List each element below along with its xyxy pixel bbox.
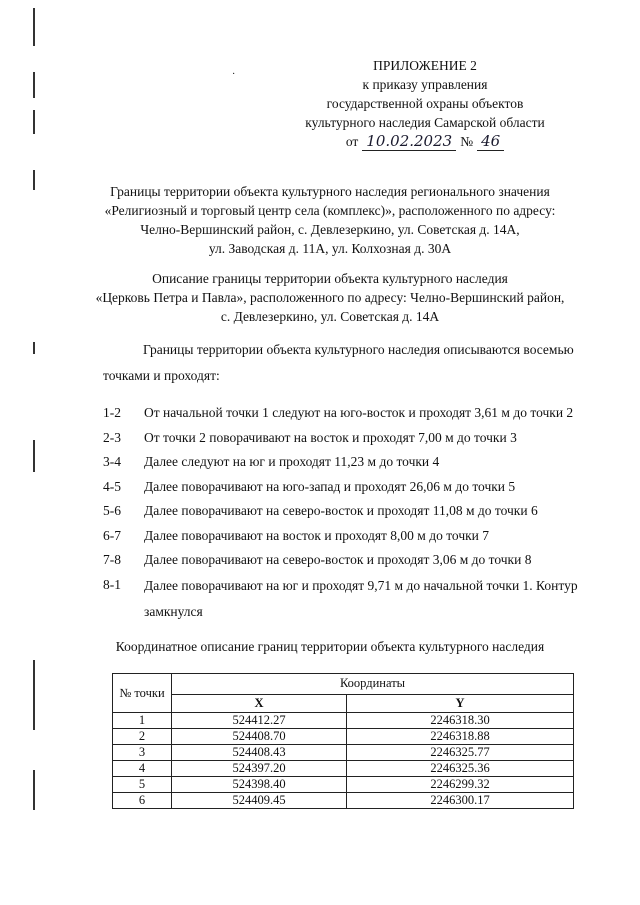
- appendix-title: ПРИЛОЖЕНИЕ 2: [373, 58, 477, 73]
- header-point: № точки: [113, 674, 172, 713]
- scan-margin-mark: [33, 660, 35, 730]
- document-subtitle: [95, 269, 565, 326]
- step-number: 5-6: [103, 503, 121, 519]
- cell-point: 5: [113, 777, 172, 793]
- cell-x: 524408.43: [172, 745, 347, 761]
- cell-point: 2: [113, 729, 172, 745]
- step-text: Далее следуют на юг и проходят 11,23 м до точки 4: [144, 454, 440, 470]
- scan-margin-mark: [33, 170, 35, 190]
- ot-label: от: [345, 134, 359, 149]
- step-row: [103, 475, 583, 500]
- cell-x: 524398.40: [172, 777, 347, 793]
- cell-point: 4: [113, 761, 172, 777]
- cell-y: 2246325.77: [347, 745, 574, 761]
- step-row: [103, 401, 583, 426]
- title-line: ул. Заводская д. 11А, ул. Колхозная д. 30А: [208, 241, 452, 256]
- number-sign: №: [460, 134, 474, 149]
- table-row: [113, 793, 574, 809]
- cell-x: 524412.27: [172, 713, 347, 729]
- table-row: [113, 729, 574, 745]
- cell-x: 524409.45: [172, 793, 347, 809]
- step-text: Далее поворачивают на юго-запад и проходят 26,06 м до точки 5: [144, 478, 516, 494]
- step-text: От точки 2 поворачивают на восток и проходят 7,00 м до точки 3: [144, 429, 517, 445]
- cell-y: 2246325.36: [347, 761, 574, 777]
- title-line: «Религиозный и торговый центр села (комплекс)», расположенного по адресу:: [104, 203, 556, 218]
- appendix-line: к приказу управления: [362, 77, 488, 92]
- appendix-line: государственной охраны объектов: [326, 96, 524, 111]
- table-row: [113, 713, 574, 729]
- step-text: Далее поворачивают на северо-восток и проходят 3,06 м до точки 8: [144, 552, 532, 568]
- step-number: 3-4: [103, 454, 121, 470]
- table-row: [113, 777, 574, 793]
- step-row: [103, 548, 583, 573]
- title-line: Челно-Вершинский район, с. Девлезеркино, ул. Советская д. 14А,: [140, 222, 520, 237]
- coordinates-title: Координатное описание границ территории объекта культурного наследия: [115, 639, 545, 654]
- cell-x: 524408.70: [172, 729, 347, 745]
- step-row: [103, 573, 583, 625]
- scan-margin-mark: [33, 342, 35, 354]
- scan-margin-mark: [33, 72, 35, 98]
- intro-line: Границы территории объекта культурного наследия описываются восемью: [143, 342, 574, 357]
- header-coordinates: Координаты: [172, 674, 574, 695]
- subtitle-line: «Церковь Петра и Павла», расположенного по адресу: Челно-Вершинский район,: [95, 290, 565, 305]
- cell-y: 2246299.32: [347, 777, 574, 793]
- step-number: 2-3: [103, 429, 121, 445]
- cell-x: 524397.20: [172, 761, 347, 777]
- step-number: 7-8: [103, 552, 121, 568]
- step-row: [103, 450, 583, 475]
- scan-margin-mark: [33, 770, 35, 810]
- step-number: 8-1: [103, 576, 121, 592]
- order-number: 46: [477, 133, 504, 151]
- order-date-line: [305, 132, 545, 151]
- scan-dot: ·: [232, 69, 236, 80]
- subtitle-line: с. Девлезеркино, ул. Советская д. 14А: [220, 309, 440, 324]
- scan-margin-mark: [33, 110, 35, 134]
- boundary-steps: [103, 401, 583, 625]
- step-row: [103, 524, 583, 549]
- step-number: 1-2: [103, 405, 121, 421]
- document-title: [95, 182, 565, 258]
- step-number: 4-5: [103, 478, 121, 494]
- appendix-line: культурного наследия Самарской области: [305, 115, 545, 130]
- intro-line: точками и проходят:: [103, 368, 220, 383]
- step-text: Далее поворачивают на северо-восток и проходят 11,08 м до точки 6: [144, 503, 538, 519]
- cell-point: 1: [113, 713, 172, 729]
- cell-point: 3: [113, 745, 172, 761]
- cell-y: 2246300.17: [347, 793, 574, 809]
- header-x: X: [172, 694, 347, 712]
- title-line: Границы территории объекта культурного наследия регионального значения: [110, 184, 550, 199]
- step-row: [103, 426, 583, 451]
- subtitle-line: Описание границы территории объекта культурного наследия: [152, 271, 508, 286]
- cell-y: 2246318.88: [347, 729, 574, 745]
- scan-margin-mark: [33, 440, 35, 472]
- scan-margin-mark: [33, 8, 35, 46]
- cell-y: 2246318.30: [347, 713, 574, 729]
- cell-point: 6: [113, 793, 172, 809]
- header-y: Y: [347, 694, 574, 712]
- step-number: 6-7: [103, 527, 121, 543]
- step-row: [103, 499, 583, 524]
- step-text: Далее поворачивают на восток и проходят 8,00 м до точки 7: [144, 527, 490, 543]
- order-date: 10.02.2023: [362, 133, 456, 151]
- step-text: Далее поворачивают на юг и проходят 9,71 м до начальной точки 1. Контур замкнулся: [144, 577, 578, 619]
- coordinates-table: [112, 673, 574, 809]
- table-row: [113, 745, 574, 761]
- intro-paragraph: [103, 337, 573, 389]
- step-text: От начальной точки 1 следуют на юго-восток и проходят 3,61 м до точки 2: [144, 405, 574, 421]
- appendix-header: [305, 56, 545, 151]
- table-row: [113, 761, 574, 777]
